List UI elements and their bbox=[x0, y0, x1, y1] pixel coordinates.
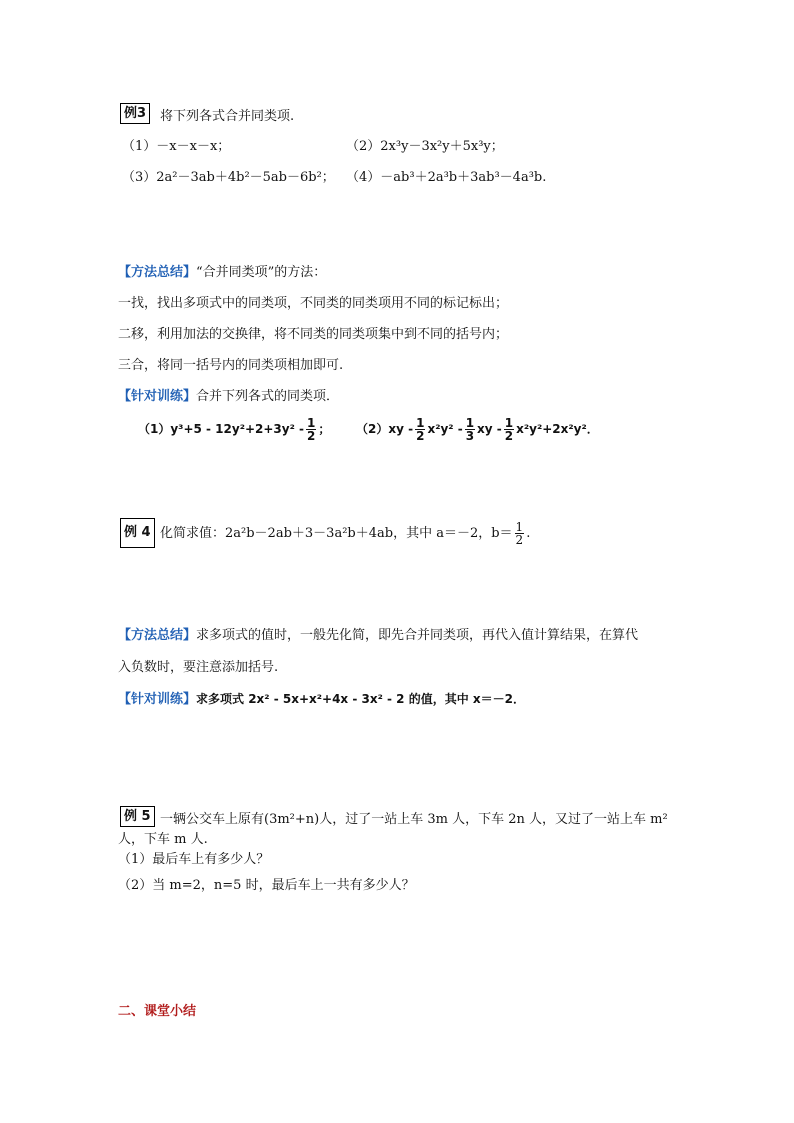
training-1-heading bbox=[118, 385, 339, 404]
denominator: 2 bbox=[515, 533, 524, 547]
method-summary-2-line-1 bbox=[118, 624, 638, 643]
training-tag: 【针对训练】 bbox=[118, 389, 197, 404]
expr-part: xy - bbox=[388, 422, 414, 436]
example-3-item-4 bbox=[346, 166, 546, 185]
example-3-item-1 bbox=[122, 135, 230, 154]
method-summary-1-line-2: 二移，利用加法的交换律，将不同类的同类项集中到不同的括号内； bbox=[118, 327, 509, 342]
fraction-1 bbox=[415, 417, 425, 442]
expr-part: x²y² - bbox=[427, 422, 463, 436]
training-1-item-2 bbox=[356, 412, 599, 446]
example-5-question-1: （1）最后车上有多少人？ bbox=[118, 852, 270, 867]
example-5-label-box bbox=[120, 806, 155, 827]
example-4-label-box bbox=[120, 518, 155, 548]
item-expression: －x－x－x； bbox=[156, 139, 231, 154]
item-end: ； bbox=[318, 422, 331, 436]
denominator: 3 bbox=[465, 429, 475, 443]
item-expression: 2a²－3ab＋4b²－5ab－6b²； bbox=[156, 170, 335, 185]
training-text: 合并下列各式的同类项． bbox=[196, 389, 340, 404]
training-text: 求多项式 2x² - 5x+x²+4x - 3x² - 2 的值，其中 x＝－2． bbox=[196, 692, 525, 706]
fraction-3 bbox=[504, 417, 514, 442]
fraction-one-half bbox=[306, 417, 316, 442]
numerator: 1 bbox=[307, 416, 316, 430]
numerator: 1 bbox=[504, 416, 514, 430]
method-summary-tag: 【方法总结】 bbox=[118, 628, 197, 643]
example-5-label: 例 5 bbox=[120, 806, 155, 827]
numerator: 1 bbox=[465, 416, 475, 430]
method-summary-1-heading bbox=[118, 261, 326, 280]
example-4-label: 例 4 bbox=[120, 518, 155, 548]
example-3-item-3 bbox=[122, 166, 335, 185]
item-expression: 2x³y－3x²y＋5x³y； bbox=[380, 139, 504, 154]
item-number: （2） bbox=[346, 139, 381, 154]
method-summary-1-line-1: 一找，找出多项式中的同类项，不同类的同类项用不同的标记标出； bbox=[118, 296, 509, 311]
example-4-expression: 化简求值：2a²b－2ab＋3－3a²b＋4ab，其中 a＝－2，b＝ bbox=[160, 526, 513, 541]
method-summary-2-line-2: 入负数时，要注意添加括号. bbox=[118, 660, 279, 675]
example-3-label-box bbox=[120, 103, 150, 124]
item-number: （1） bbox=[138, 422, 171, 436]
training-1-item-1 bbox=[138, 412, 330, 446]
item-number: （3） bbox=[122, 170, 157, 185]
item-expression: －ab³＋2a³b＋3ab³－4a³b. bbox=[380, 170, 547, 185]
example-3-item-2 bbox=[346, 135, 504, 154]
denominator: 2 bbox=[416, 429, 425, 443]
method-summary-1-line-3: 三合，将同一括号内的同类项相加即可. bbox=[118, 358, 344, 373]
training-tag: 【针对训练】 bbox=[118, 692, 197, 707]
numerator: 1 bbox=[515, 520, 524, 534]
denominator: 2 bbox=[307, 429, 316, 443]
fraction-2 bbox=[465, 417, 475, 442]
training-2 bbox=[118, 688, 525, 707]
item-number: （2） bbox=[356, 422, 389, 436]
section-2-title: 二、课堂小结 bbox=[118, 1004, 197, 1019]
example-5-line-2: 人，下车 m 人. bbox=[118, 832, 208, 847]
example-3-label: 例3 bbox=[120, 103, 150, 124]
example-3-prompt: 将下列各式合并同类项. bbox=[160, 109, 295, 124]
example-4-end: . bbox=[526, 526, 531, 541]
item-number: （1） bbox=[122, 139, 157, 154]
numerator: 1 bbox=[416, 416, 425, 430]
fraction-one-half bbox=[515, 521, 525, 546]
method-summary-text: 求多项式的值时，一般先化简，即先合并同类项，再代入值计算结果，在算代 bbox=[196, 628, 639, 643]
item-number: （4） bbox=[346, 170, 381, 185]
example-4-text bbox=[160, 517, 530, 551]
item-expression: y³+5 - 12y²+2+3y² - bbox=[170, 422, 304, 436]
expr-part: xy - bbox=[477, 422, 502, 436]
method-summary-tag: 【方法总结】 bbox=[118, 265, 197, 280]
denominator: 2 bbox=[504, 429, 514, 443]
expr-part: x²y²+2x²y²． bbox=[516, 422, 599, 436]
example-5-question-2: （2）当 m=2，n=5 时，最后车上一共有多少人？ bbox=[118, 878, 415, 893]
method-summary-intro: “合并同类项”的方法： bbox=[196, 265, 327, 280]
example-5-line-1: 一辆公交车上原有(3m²+n)人，过了一站上车 3m 人，下车 2n 人，又过了一站上车 m² bbox=[160, 812, 668, 827]
